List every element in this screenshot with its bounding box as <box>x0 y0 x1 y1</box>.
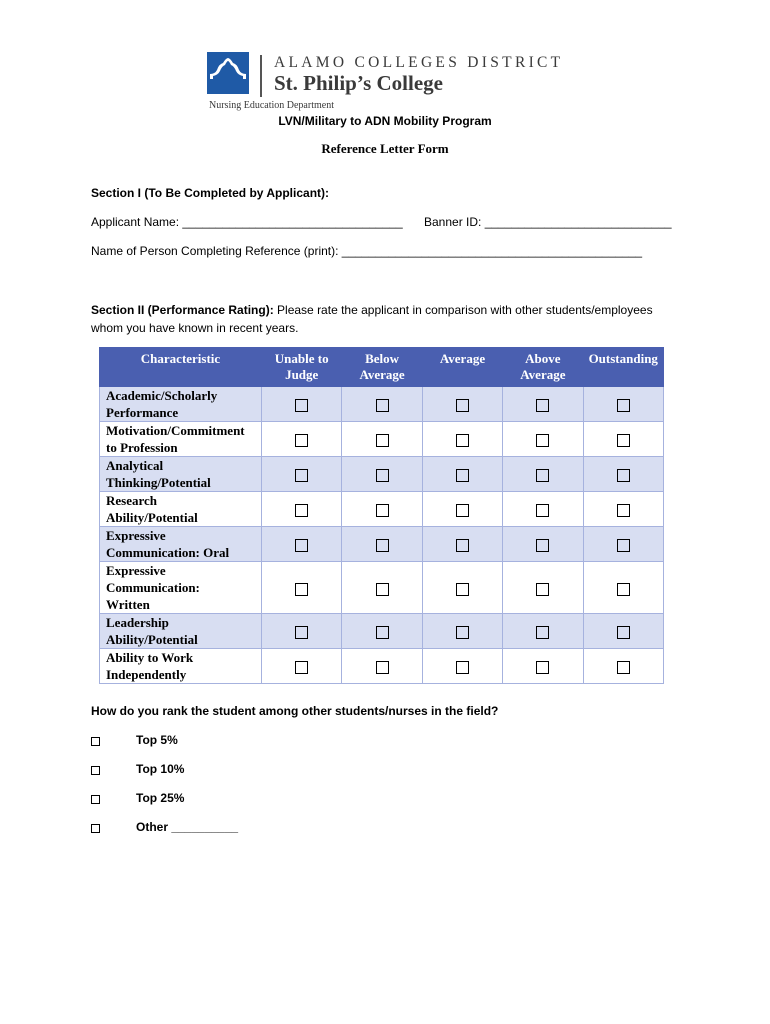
ranking-option-label: Top 10% <box>136 762 185 776</box>
rating-cell <box>422 562 502 614</box>
rating-cell <box>342 562 422 614</box>
rating-cell <box>503 649 583 684</box>
program-title: LVN/Military to ADN Mobility Program <box>278 114 492 128</box>
rating-checkbox[interactable] <box>376 434 389 447</box>
rating-cell <box>583 387 663 422</box>
banner-id-field[interactable]: Banner ID: ____________________________ <box>424 215 672 229</box>
rating-cell <box>342 527 422 562</box>
rating-cell <box>583 649 663 684</box>
rating-cell <box>422 649 502 684</box>
column-header-line: Unable to <box>274 351 329 366</box>
logo-divider <box>260 55 262 97</box>
characteristic-label: to Profession <box>106 440 178 455</box>
rating-checkbox[interactable] <box>376 504 389 517</box>
rating-checkbox[interactable] <box>295 504 308 517</box>
rating-cell <box>422 614 502 649</box>
rating-cell <box>503 614 583 649</box>
table-row <box>100 457 664 492</box>
rating-checkbox[interactable] <box>295 399 308 412</box>
rating-cell <box>342 649 422 684</box>
department-name: Nursing Education Department <box>209 100 334 111</box>
characteristic-label: Motivation/Commitment <box>106 423 245 438</box>
rating-checkbox[interactable] <box>456 469 469 482</box>
rating-checkbox[interactable] <box>617 434 630 447</box>
rating-checkbox[interactable] <box>617 626 630 639</box>
rating-cell <box>262 562 342 614</box>
characteristic-label: Research <box>106 493 158 508</box>
column-header <box>262 348 342 387</box>
reference-name-field[interactable]: Name of Person Completing Reference (print): _____________________________________________ <box>91 244 643 258</box>
rating-checkbox[interactable] <box>295 661 308 674</box>
rating-cell <box>583 562 663 614</box>
column-header <box>422 348 502 387</box>
rating-cell <box>583 614 663 649</box>
rating-cell <box>262 387 342 422</box>
characteristic-label: Communication: <box>106 580 200 595</box>
rating-checkbox[interactable] <box>617 661 630 674</box>
rating-checkbox[interactable] <box>456 504 469 517</box>
rating-checkbox[interactable] <box>617 399 630 412</box>
college-name: St. Philip’s College <box>274 71 443 95</box>
rating-cell <box>503 527 583 562</box>
column-header-line: Above <box>525 351 561 366</box>
section2-instructions <box>91 303 653 317</box>
rating-cell <box>583 422 663 457</box>
characteristic-label: Thinking/Potential <box>106 475 211 490</box>
characteristic-label: Ability/Potential <box>106 632 198 647</box>
ranking-question: How do you rank the student among other students/nurses in the field? <box>91 704 499 718</box>
characteristic-cell <box>100 422 262 457</box>
characteristic-label: Leadership <box>106 615 169 630</box>
section2-instruction-line2: whom you have known in recent years. <box>91 321 299 335</box>
table-row <box>100 387 664 422</box>
district-name: ALAMO COLLEGES DISTRICT <box>274 54 564 71</box>
table-row <box>100 422 664 457</box>
section2-instruction-line1: Please rate the applicant in comparison with other students/employees <box>273 303 653 317</box>
rating-cell <box>422 422 502 457</box>
form-title: Reference Letter Form <box>321 141 449 156</box>
rating-cell <box>422 527 502 562</box>
rating-checkbox[interactable] <box>456 583 469 596</box>
ranking-checkbox[interactable] <box>91 795 100 804</box>
rating-cell <box>342 387 422 422</box>
rating-checkbox[interactable] <box>536 583 549 596</box>
rating-checkbox[interactable] <box>617 583 630 596</box>
rating-cell <box>503 387 583 422</box>
rating-cell <box>262 422 342 457</box>
rating-checkbox[interactable] <box>456 399 469 412</box>
rating-cell <box>262 492 342 527</box>
rating-checkbox[interactable] <box>295 434 308 447</box>
column-header-line: Outstanding <box>588 351 658 366</box>
characteristic-label: Analytical <box>106 458 164 473</box>
rating-cell <box>342 614 422 649</box>
applicant-name-field[interactable]: Applicant Name: _________________________________ <box>91 215 403 229</box>
rating-cell <box>503 457 583 492</box>
mission-arch-logo-icon <box>207 52 249 94</box>
characteristic-label: Expressive <box>106 563 166 578</box>
ranking-checkbox[interactable] <box>91 824 100 833</box>
rating-checkbox[interactable] <box>536 469 549 482</box>
rating-checkbox[interactable] <box>376 583 389 596</box>
characteristic-label: Ability to Work <box>106 650 194 665</box>
characteristic-label: Independently <box>106 667 187 682</box>
characteristic-label: Expressive <box>106 528 166 543</box>
characteristic-label: Written <box>106 597 150 612</box>
table-row <box>100 562 664 614</box>
rating-checkbox[interactable] <box>376 626 389 639</box>
table-row <box>100 649 664 684</box>
column-header-line: Average <box>520 367 566 382</box>
rating-cell <box>422 492 502 527</box>
rating-cell <box>342 422 422 457</box>
rating-checkbox[interactable] <box>376 469 389 482</box>
characteristic-cell <box>100 527 262 562</box>
rating-checkbox[interactable] <box>376 399 389 412</box>
rating-checkbox[interactable] <box>617 504 630 517</box>
characteristic-cell <box>100 387 262 422</box>
rating-checkbox[interactable] <box>536 434 549 447</box>
characteristic-label: Academic/Scholarly <box>106 388 218 403</box>
rating-cell <box>583 527 663 562</box>
rating-cell <box>342 492 422 527</box>
rating-cell <box>262 527 342 562</box>
rating-checkbox[interactable] <box>456 626 469 639</box>
rating-checkbox[interactable] <box>536 399 549 412</box>
column-header <box>342 348 422 387</box>
column-header-line: Characteristic <box>140 351 221 366</box>
column-header-line: Average <box>359 367 405 382</box>
column-header-line: Below <box>365 351 400 366</box>
characteristic-cell <box>100 562 262 614</box>
column-header <box>583 348 663 387</box>
rating-checkbox[interactable] <box>617 539 630 552</box>
rating-cell <box>503 562 583 614</box>
rating-checkbox[interactable] <box>456 539 469 552</box>
characteristic-label: Communication: Oral <box>106 545 230 560</box>
rating-checkbox[interactable] <box>376 539 389 552</box>
characteristic-cell <box>100 457 262 492</box>
column-header <box>503 348 583 387</box>
characteristic-cell <box>100 492 262 527</box>
rating-cell <box>583 492 663 527</box>
section2-heading: Section II (Performance Rating): <box>91 303 274 317</box>
ranking-option-label: Other __________ <box>136 820 239 834</box>
rating-cell <box>262 614 342 649</box>
rating-checkbox[interactable] <box>536 626 549 639</box>
column-header-line: Judge <box>285 367 319 382</box>
rating-cell <box>262 457 342 492</box>
characteristic-cell <box>100 614 262 649</box>
table-row <box>100 614 664 649</box>
characteristic-cell <box>100 649 262 684</box>
rating-cell <box>262 649 342 684</box>
rating-checkbox[interactable] <box>617 469 630 482</box>
ranking-checkbox[interactable] <box>91 766 100 775</box>
rating-checkbox[interactable] <box>295 626 308 639</box>
rating-checkbox[interactable] <box>456 661 469 674</box>
column-header <box>100 348 262 387</box>
table-header-row <box>100 348 664 387</box>
section1-heading: Section I (To Be Completed by Applicant): <box>91 186 330 200</box>
rating-checkbox[interactable] <box>456 434 469 447</box>
rating-checkbox[interactable] <box>295 469 308 482</box>
column-header-line: Average <box>439 351 486 366</box>
rating-cell <box>503 492 583 527</box>
college-logo <box>207 52 577 114</box>
rating-cell <box>583 457 663 492</box>
characteristic-label: Ability/Potential <box>106 510 198 525</box>
rating-checkbox[interactable] <box>295 583 308 596</box>
ranking-checkbox[interactable] <box>91 737 100 746</box>
characteristic-label: Performance <box>106 405 179 420</box>
rating-checkbox[interactable] <box>536 504 549 517</box>
table-row <box>100 492 664 527</box>
rating-cell <box>503 422 583 457</box>
table-row <box>100 527 664 562</box>
rating-cell <box>422 387 502 422</box>
performance-rating-table <box>99 347 664 684</box>
rating-checkbox[interactable] <box>536 661 549 674</box>
ranking-option-label: Top 5% <box>136 733 178 747</box>
rating-checkbox[interactable] <box>376 661 389 674</box>
rating-cell <box>342 457 422 492</box>
rating-checkbox[interactable] <box>295 539 308 552</box>
rating-cell <box>422 457 502 492</box>
ranking-option-label: Top 25% <box>136 791 185 805</box>
rating-checkbox[interactable] <box>536 539 549 552</box>
